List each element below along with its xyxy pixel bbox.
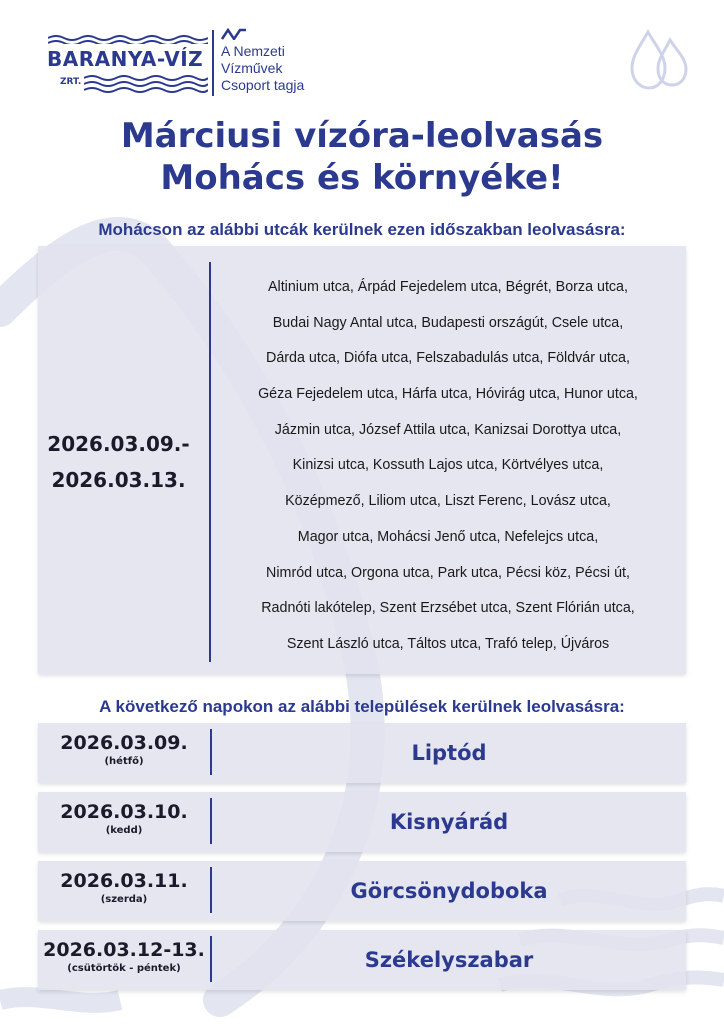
brand-logo-suffix: ZRT. (60, 77, 82, 87)
streets-schedule-box (38, 246, 686, 674)
village-date: 2026.03.12-13. (43, 939, 205, 961)
village-row (38, 792, 686, 852)
street-line: Radnóti lakótelep, Szent Erzsébet utca, Szent Flórián utca, (261, 600, 635, 617)
group-line: Vízművek (221, 60, 283, 76)
village-row (38, 723, 686, 783)
box-divider (209, 262, 211, 662)
village-name: Székelyszabar (364, 948, 534, 972)
streets-section-heading: Mohácson az alábbi utcák kerülnek ezen időszakban leolvasásra: (98, 220, 626, 239)
page-title-line-1: Márciusi vízóra-leolvasás (120, 116, 604, 156)
street-line: Jázmin utca, József Attila utca, Kanizsai Dorottya utca, (274, 421, 622, 438)
street-line: Budai Nagy Antal utca, Budapesti országút, Csele utca, (272, 314, 624, 331)
villages-section-heading: A következő napokon az alábbi települések kerülnek leolvasásra: (99, 697, 625, 716)
street-line: Dárda utca, Diófa utca, Felszabadulás utca, Földvár utca, (266, 350, 630, 367)
village-day: (szerda) (100, 894, 148, 905)
group-line: Csoport tagja (221, 77, 305, 93)
village-row (38, 861, 686, 921)
logo-divider (212, 30, 214, 96)
logo-top-waves-icon (48, 34, 208, 44)
village-name: Kisnyárád (389, 810, 509, 834)
logo-waves-icon (84, 73, 208, 95)
street-list (216, 270, 680, 663)
header (0, 0, 724, 110)
page-title-line-2: Mohács és környéke! (160, 158, 564, 198)
street-line: Szent László utca, Táltos utca, Trafó telep, Újváros (286, 635, 610, 652)
date-line: 2026.03.09.- (47, 432, 190, 456)
group-line: A Nemzeti (221, 43, 285, 59)
water-drops-icon (628, 26, 690, 96)
village-name: Görcsönydoboka (350, 879, 548, 903)
group-membership-text (221, 43, 304, 94)
village-day: (hétfő) (104, 756, 144, 767)
date-line: 2026.03.13. (51, 468, 186, 492)
streets-date-range (46, 426, 191, 498)
street-line: Altinium utca, Árpád Fejedelem utca, Bégrét, Borza utca, (268, 279, 628, 295)
brand-logo-text: BARANYA-VÍZ (47, 47, 204, 71)
street-line: Géza Fejedelem utca, Hárfa utca, Hóvirág utca, Hunor utca, (258, 386, 638, 403)
street-line: Kinizsi utca, Kossuth Lajos utca, Körtvélyes utca, (292, 457, 604, 474)
village-day: (kedd) (105, 825, 143, 836)
village-name: Liptód (411, 741, 487, 765)
village-date: 2026.03.10. (60, 801, 188, 823)
street-line: Nimród utca, Orgona utca, Park utca, Pécsi köz, Pécsi út, (266, 564, 630, 581)
village-row (38, 930, 686, 990)
nemzeti-vizmuvek-icon (221, 28, 247, 40)
village-date: 2026.03.09. (60, 732, 188, 754)
village-date: 2026.03.11. (60, 870, 188, 892)
street-line: Magor utca, Mohácsi Jenő utca, Nefelejcs utca, (297, 528, 599, 545)
village-day: (csütörtök - péntek) (67, 963, 181, 974)
street-line: Középmező, Liliom utca, Liszt Ferenc, Lovász utca, (285, 493, 611, 510)
